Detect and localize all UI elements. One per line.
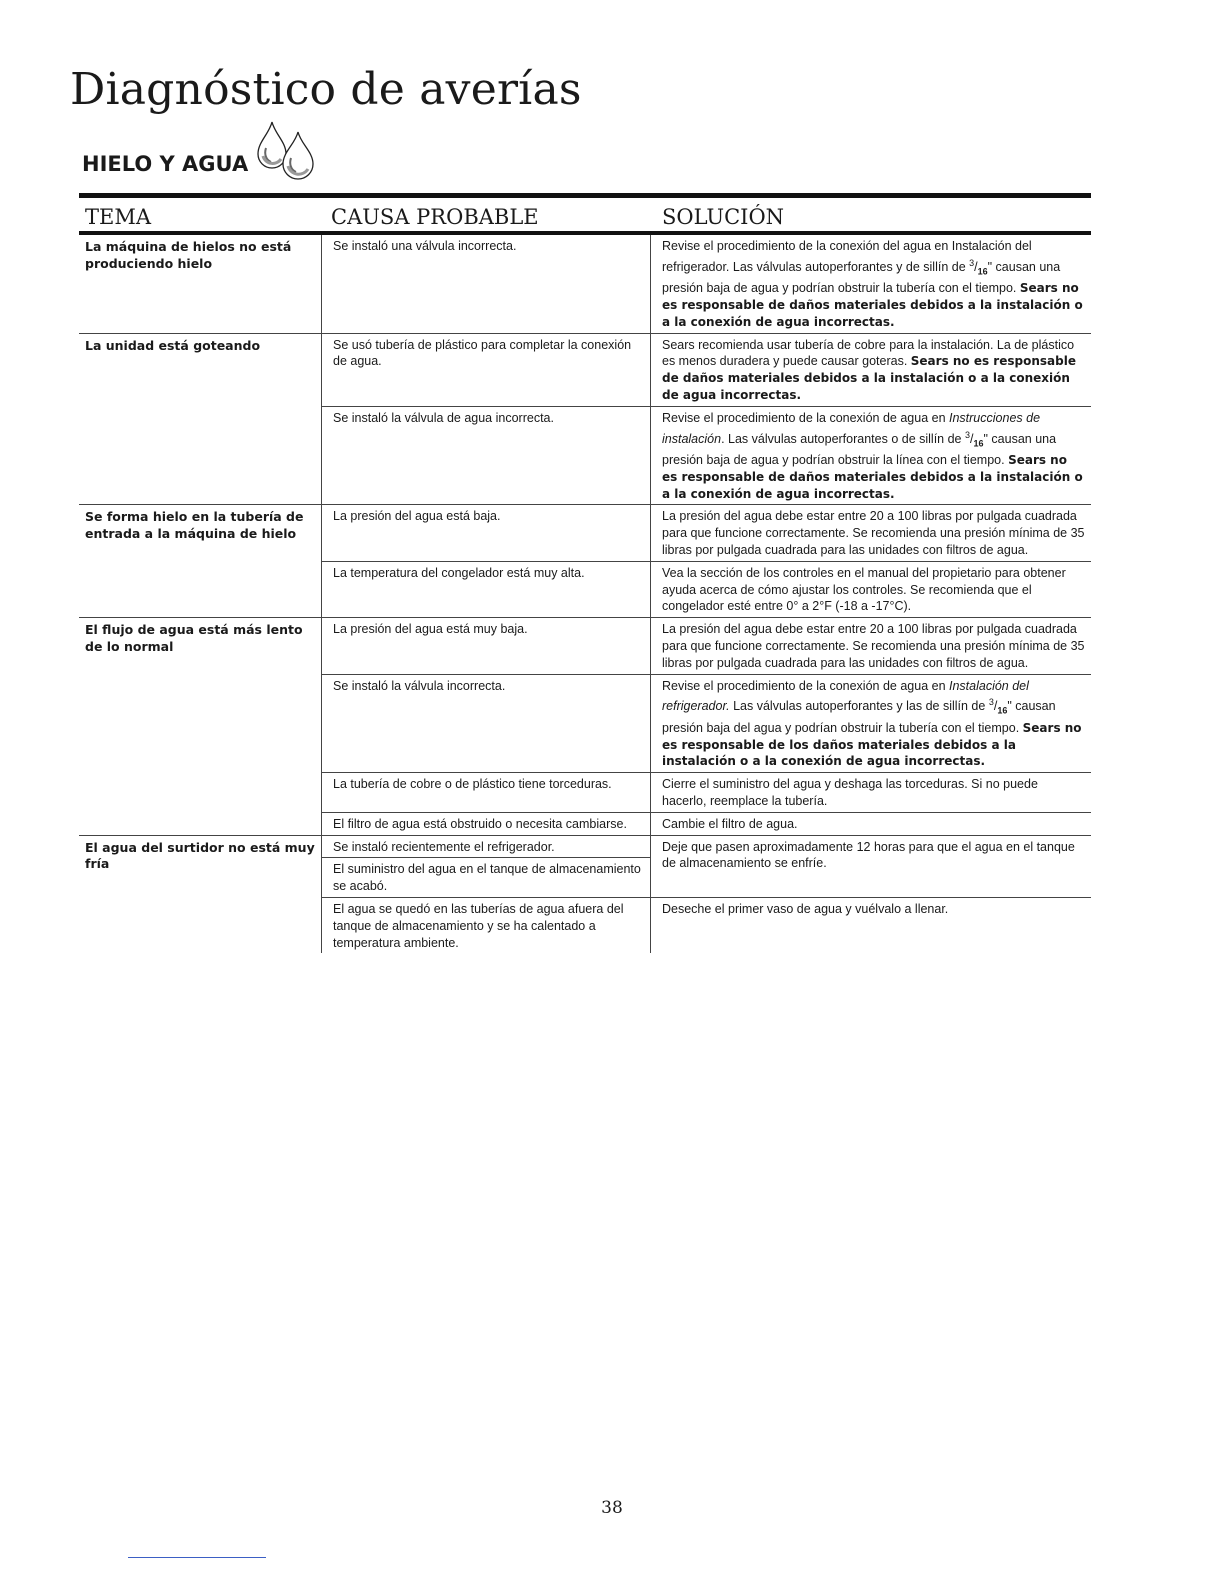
- causa-cell: Se usó tubería de plástico para completar la conexión de agua.: [321, 334, 651, 406]
- cause-solution-pair: [321, 836, 1091, 897]
- water-drops-icon: [252, 118, 322, 180]
- footer-rule: [128, 1557, 266, 1558]
- causa-cell: Se instaló una válvula incorrecta.: [321, 235, 651, 333]
- water-drop-back-icon: [258, 122, 286, 168]
- cause-solution-pair: [321, 561, 1091, 617]
- solucion-cell: Vea la sección de los controles en el manual del propietario para obtener ayuda acerca de cómo ajustar los controles. Se recomienda que el congelador esté entre 0° a 2°F (-18 a -17°C).: [662, 565, 1066, 614]
- causa-cell: La temperatura del congelador está muy alta.: [321, 562, 651, 617]
- causa-cell: Se instaló la válvula de agua incorrecta.: [321, 407, 651, 505]
- page-number: 38: [601, 1498, 623, 1518]
- causa-cell: Se instaló la válvula incorrecta.: [321, 675, 651, 773]
- solucion-cell: Cambie el filtro de agua.: [662, 816, 798, 831]
- tema-cell: El flujo de agua está más lento de lo normal: [85, 622, 303, 654]
- water-drop-front-icon: [283, 132, 313, 179]
- causa-cell: El suministro del agua en el tanque de almacenamiento se acabó.: [333, 862, 641, 894]
- cause-solution-pair: [321, 674, 1091, 773]
- table-row: [79, 505, 1091, 618]
- troubleshooting-table: [79, 235, 1091, 953]
- tema-cell: La máquina de hielos no está produciendo hielo: [85, 239, 292, 271]
- causa-cell: La presión del agua está baja.: [321, 505, 651, 560]
- solucion-cell: La presión del agua debe estar entre 20 a 100 libras por pulgada cuadrada para que funcione correctamente. Se recomienda una presión mínima de 35 libras por pulgada cuadrada para las unidades con filtros de agua.: [662, 622, 1085, 670]
- causa-cell: La tubería de cobre o de plástico tiene torceduras.: [321, 773, 651, 812]
- column-header-causa: CAUSA PROBABLE: [331, 205, 539, 229]
- cause-solution-pair: [321, 406, 1091, 505]
- solucion-cell: La presión del agua debe estar entre 20 a 100 libras por pulgada cuadrada para que funcione correctamente. Se recomienda una presión mínima de 35 libras por pulgada cuadrada para las unidades con filtros de agua.: [662, 509, 1085, 558]
- tema-cell: Se forma hielo en la tubería de entrada a la máquina de hielo: [85, 509, 304, 541]
- table-header: [79, 193, 1091, 235]
- solucion-cell: Revise el procedimiento de la conexión de agua en Instrucciones de instalación. Las válvulas autoperforantes o de sillín de $^3/_{16}$" causan una presión baja de agua y podrían obstruir la línea con el tiempo. Sears no es responsable de daños materiales debidos a la instalación o a la conexión de agua incorrectas.: [662, 410, 1083, 501]
- page-title: Diagnóstico de averías: [70, 64, 582, 115]
- table-row: [79, 618, 1091, 835]
- causa-cell: Se instaló recientemente el refrigerador.: [322, 836, 650, 859]
- cause-solution-pair: [321, 772, 1091, 812]
- tema-cell: La unidad está goteando: [85, 337, 261, 353]
- causa-cell-group: [321, 836, 651, 897]
- causa-cell: La presión del agua está muy baja.: [321, 618, 651, 673]
- solucion-cell: Deje que pasen aproximadamente 12 horas para que el agua en el tanque de almacenamiento se enfríe.: [662, 839, 1075, 871]
- causa-cell: El agua se quedó en las tuberías de agua afuera del tanque de almacenamiento y se ha calentado a temperatura ambiente.: [321, 898, 651, 953]
- table-row: [79, 235, 1091, 334]
- solucion-cell: Deseche el primer vaso de agua y vuélvalo a llenar.: [662, 902, 949, 917]
- solucion-cell: Revise el procedimiento de la conexión del agua en Instalación del refrigerador. Las válvulas autoperforantes y de sillín de $^3/_{16}$" causan una presión baja de agua y podrían obstruir la tubería con el tiempo. Sears no es responsable de daños materiales debidos a la instalación o a la conexión de agua incorrectas.: [662, 239, 1083, 329]
- causa-cell: El filtro de agua está obstruido o necesita cambiarse.: [321, 813, 651, 835]
- solucion-cell: Sears recomienda usar tubería de cobre para la instalación. La de plástico es menos duradera y puede causar goteras. Sears no es responsable de daños materiales debidos a la instalación o a la conexión de agua incorrectas.: [662, 337, 1076, 403]
- cause-solution-pair: [321, 505, 1091, 560]
- cause-solution-pair: [321, 897, 1091, 953]
- column-header-tema: TEMA: [85, 205, 152, 229]
- cause-solution-pair: [321, 618, 1091, 673]
- cause-solution-pair: [321, 235, 1091, 333]
- table-row: [79, 334, 1091, 506]
- solucion-cell: Revise el procedimiento de la conexión de agua en Instalación del refrigerador. Las válvulas autoperforantes y las de sillín de $^3/_{16}$" causan presión baja del agua y podrían obstruir la tubería con el tiempo. Sears no es responsable de los daños materiales debidos a la instalación o a la conexión de agua incorrectas.: [662, 678, 1082, 769]
- table-row: [79, 836, 1091, 954]
- cause-solution-pair: [321, 812, 1091, 835]
- solucion-cell: Cierre el suministro del agua y deshaga las torceduras. Si no puede hacerlo, reemplace la tubería.: [662, 777, 1038, 809]
- section-subtitle: HIELO Y AGUA: [82, 152, 249, 176]
- column-header-solucion: SOLUCIÓN: [662, 205, 785, 229]
- cause-solution-pair: [321, 334, 1091, 406]
- tema-cell: El agua del surtidor no está muy fría: [85, 839, 315, 872]
